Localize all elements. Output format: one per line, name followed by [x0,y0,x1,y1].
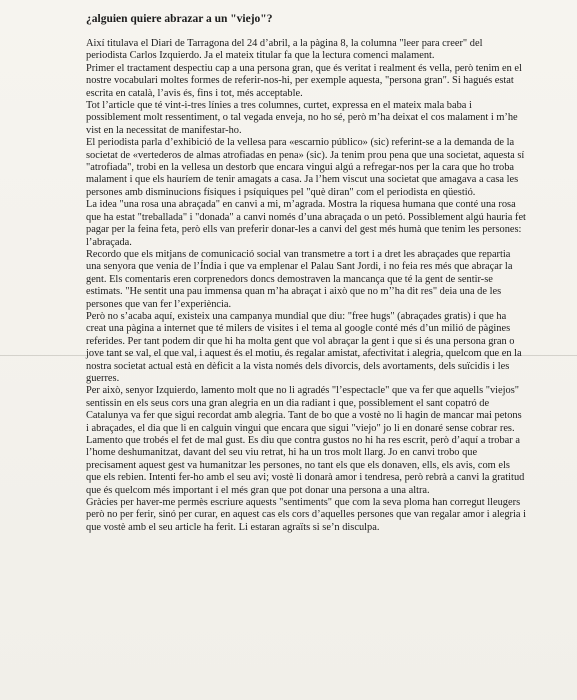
article-paragraph: Però no s’acaba aquí, existeix una campanya mundial que diu: "free hugs" (abraçades gratis) i que ha creat una pàgina a internet que té milers de visites i el tema al google conté més d’un milió de pàgines referides. Per tant podem dir que hi ha molta gent que vol abraçar la gent i que si és una persona gran o jove tant se val, el que val, i aquest és el motiu, és regalar amistat, afectivitat i alegria, quelcom que en la nostra societat actual està en dèficit a la vista només dels divorcis, dels avortaments, dels suïcidis i les guerres. [86,310,522,384]
article-paragraph: La idea "una rosa una abraçada" en canvi a mi, m’agrada. Mostra la riquesa humana que conté una rosa que ha estat "treballada" i "donada" a canvi només d’una abraçada o un petó. Possiblement algú hauria fet pagar per la feina feta, però ells van preferir donar-les a canvi del gest més humà que tenim les persones: l’abraçada. [86,199,526,248]
article-title: ¿alguien quiere abrazar a un "viejo"? [86,13,273,25]
article-paragraph: Així titulava el Diari de Tarragona del 24 d’abril, a la pàgina 8, la columna "leer para creer" del periodista Carlos Izquierdo. Ja el mateix titular fa que la lectura comenci malament. [86,38,483,62]
article-paragraph: Recordo que els mitjans de comunicació social van transmetre a tort i a dret les abraçades que repartia una senyora que venia de l’Índia i que va emplenar el Palau Sant Jordi, i no feia res més que abraçar la gent. Els comentaris eren corprenedors doncs demostraven la mancança que té la gent de sentir-se estimats. "He sentit una pau immensa quan m’ha abraçat i això que no m’’ha dit res" deia una de les persones que van fer l’experiència. [86,248,513,310]
article-paragraph: Primer el tractament despectiu cap a una persona gran, que és veritat i realment és vella, però tenim en el nostre vocabulari moltes formes de referir-nos-hi, per exemple aquesta, "persona gran". Si hagués estat escrita en català, l’avis és, fins i tot, més acceptable. [86,62,522,99]
article-paragraph: El periodista parla d’exhibició de la vellesa para «escarnio público» (sic) referint-se a la demanda de la societat de «vertederos de almas atrofiadas en pena» (sic). Ja tenim prou pena que una societat, aquesta sí "atrofiada", trobi en la vellesa un destorb que encara vingui algú a refregar-nos per la cara que ho troba malament i que els hauríem de tenir amagats a casa. Ja l’hem viscut una societat que amagava a casa les persones amb disminucions físiques i psíquiques pel "què diran" com el periodista en qüestió. [86,137,525,198]
article-paragraph: Tot l’article que té vint-i-tres línies a tres columnes, curtet, expressa en el mateix mala baba i possiblement molt ressentiment, o tal vegada enveja, no ho sé, però m’ha deixat el cos malament i m’he vist en la necessitat de manifestar-ho. [86,100,518,136]
article-paragraph: Gràcies per haver-me permès escriure aquests "sentiments" que com la seva ploma han corregut lleugers però no per ferir, sinó per curar, en aquest cas els cors d’aquelles persones que van regalar amor i alegria i que vostè amb el seu article ha ferit. Li estaran agraïts si se’n disculpa. [86,497,527,533]
article [86,12,526,534]
article-paragraph: Lamento que trobés el fet de mal gust. Es diu que contra gustos no hi ha res escrit, però d’aquí a trobar a l’home deshumanitzat, davant del seu viu retrat, hi ha un tros molt llarg. Jo en canvi trobo que precisament aquest gest va humanitzar les persones, no tant els que els donaven, ells, els avis, com els que els rebien. Intenti fer-ho amb el seu avi; vostè li donarà amor i tendresa, però rebrà a canvi la gratitud que és quelcom més important i el més gran que pot donar una persona a una altra. [86,435,525,496]
article-paragraph: Per això, senyor Izquierdo, lamento molt que no li agradés "l’espectacle" que va fer que aquells "viejos" sentissin en els seus cors una gran alegria en un dia radiant i que, possiblement el sant copatró de Catalunya va fer que sigui recordat amb alegria. Tant de bo que a vostè no li hagin de mancar mai petons i abraçades, el dia que li en calguin vingui que encara que sigui "viejo" jo li en donaré sense cobrar res. [86,385,522,434]
